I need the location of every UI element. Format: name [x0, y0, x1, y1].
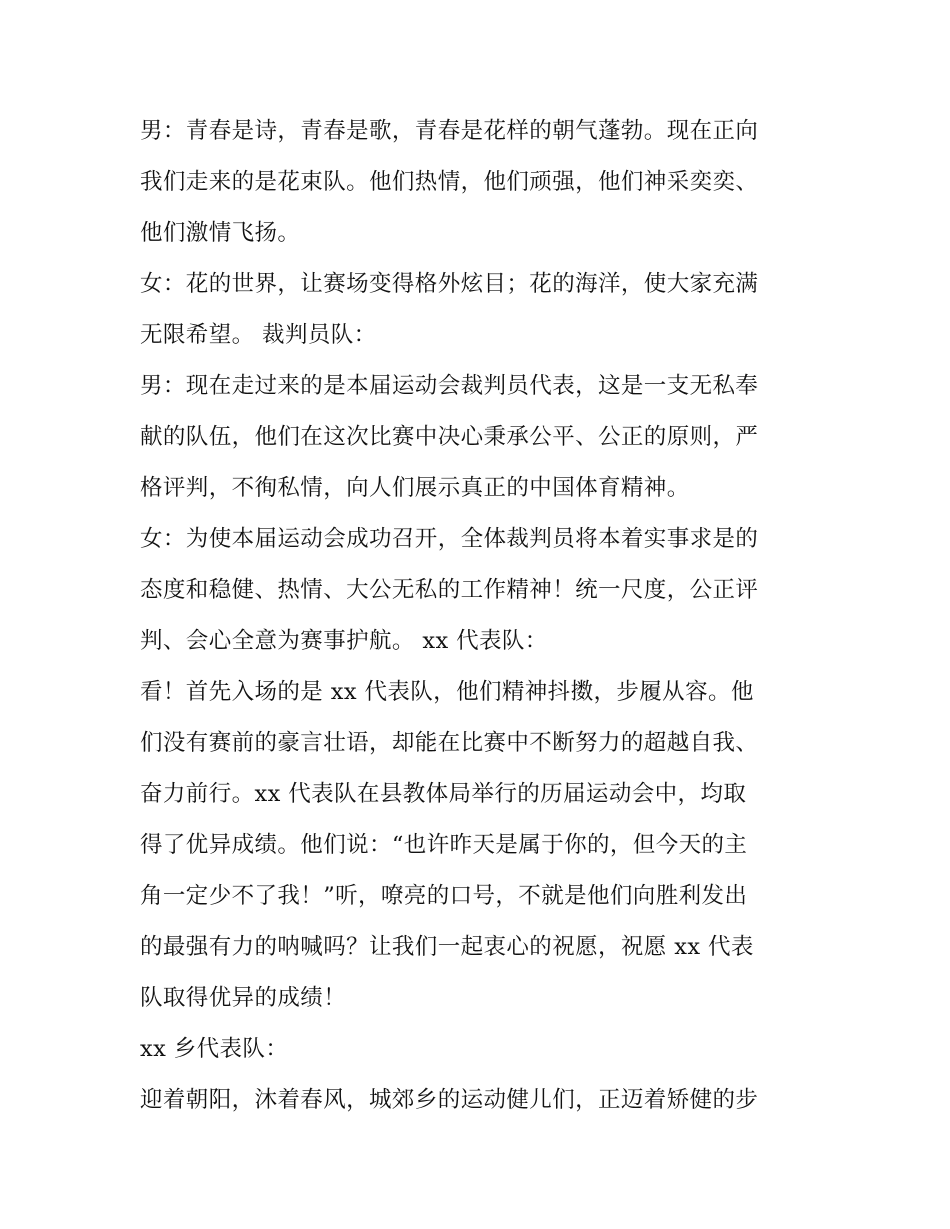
text-line: 女：为使本届运动会成功召开，全体裁判员将本着实事求是的	[140, 526, 759, 552]
text-line: 男：现在走过来的是本届运动会裁判员代表，这是一支无私奉	[140, 373, 759, 399]
text-line: 迎着朝阳，沐着春风，城郊乡的运动健儿们，正迈着矫健的步	[140, 1087, 759, 1113]
text-line: 的最强有力的呐喊吗？让我们一起衷心的祝愿，祝愿 xx 代表	[140, 934, 754, 960]
text-line: 女：花的世界，让赛场变得格外炫目；花的海洋，使大家充满	[140, 271, 759, 297]
text-line: 我们走来的是花束队。他们热情，他们顽强，他们神采奕奕、	[140, 169, 759, 195]
text-line: 格评判，不徇私情，向人们展示真正的中国体育精神。	[140, 475, 690, 501]
text-line: 态度和稳健、热情、大公无私的工作精神！统一尺度，公正评	[140, 577, 759, 603]
text-line: xx 乡代表队：	[140, 1036, 289, 1062]
text-line: 无限希望。 裁判员队：	[140, 322, 377, 348]
text-line: 献的队伍，他们在这次比赛中决心秉承公平、公正的原则，严	[140, 424, 759, 450]
text-line: 奋力前行。xx 代表队在县教体局举行的历届运动会中，均取	[140, 781, 747, 807]
text-line: 判、会心全意为赛事护航。 xx 代表队：	[140, 628, 548, 654]
text-line: 看！首先入场的是 xx 代表队，他们精神抖擞，步履从容。他	[140, 679, 754, 705]
text-line: 男：青春是诗，青春是歌，青春是花样的朝气蓬勃。现在正向	[140, 118, 759, 144]
text-line: 队取得优异的成绩！	[140, 985, 347, 1011]
text-line: 他们激情飞扬。	[140, 220, 301, 246]
text-line: 角一定少不了我！”听，嘹亮的口号，不就是他们向胜利发出	[140, 883, 748, 909]
text-line: 得了优异成绩。他们说：“也许昨天是属于你的，但今天的主	[140, 832, 748, 858]
document-body	[140, 106, 816, 1126]
text-line: 们没有赛前的豪言壮语，却能在比赛中不断努力的超越自我、	[140, 730, 759, 756]
